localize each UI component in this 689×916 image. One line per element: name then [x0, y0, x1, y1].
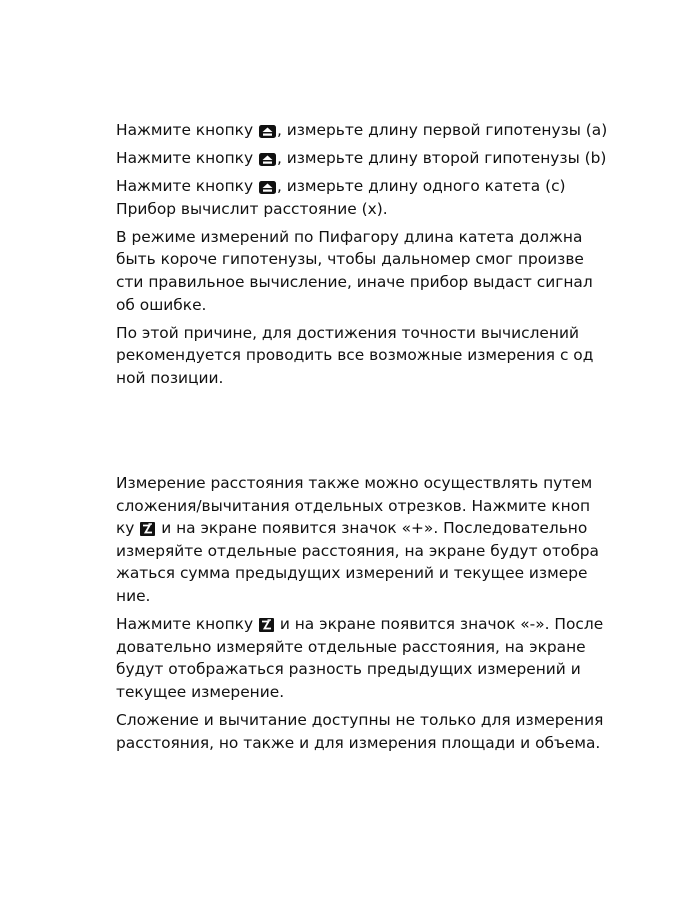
paragraph-line: сложения/вычитания отдельных отрезков. Нажмите кноп: [116, 496, 591, 515]
inline-text: ку: [116, 519, 140, 538]
paragraph-line: быть короче гипотенузы, чтобы дальномер смог произве: [116, 250, 584, 269]
result-line: Прибор вычислит расстояние (x).: [116, 199, 388, 218]
step-text: Нажмите кнопку: [116, 121, 258, 139]
step-line-b: [116, 147, 607, 170]
paragraph-line: довательно измеряйте отдельные расстояния, на экране: [116, 637, 586, 656]
inline-text: и на экране появится значок «+». Последовательно: [156, 519, 588, 538]
paragraph-line: Сложение и вычитание доступны не только для измерения: [116, 710, 604, 729]
read-button-icon: [259, 153, 276, 166]
read-button-icon: [259, 125, 276, 138]
step-text: , измерьте длину второй гипотенузы (b): [276, 149, 607, 168]
pythagoras-section: [116, 119, 608, 390]
paragraph-addition: [116, 472, 599, 608]
inline-text: и на экране появится значок «-». После: [274, 615, 604, 634]
add-subtract-button-icon: [140, 522, 155, 536]
paragraph-line: В режиме измерений по Пифагору длина катета должна: [116, 227, 583, 246]
paragraph-pythagoras-note: [116, 226, 593, 316]
paragraph-line-with-icon: [116, 613, 604, 636]
step-text: , измерьте длину первой гипотенузы (a): [276, 121, 608, 139]
step-text: Нажмите кнопку: [116, 177, 258, 196]
paragraph-line: текущее измерение.: [116, 682, 285, 701]
inline-text: Нажмите кнопку: [116, 615, 258, 634]
paragraph-line: будут отображаться разность предыдущих измерений и: [116, 660, 581, 679]
paragraph-line: ной позиции.: [116, 368, 224, 387]
paragraph-line: расстояния, но также и для измерения площади и объема.: [116, 733, 601, 752]
paragraph-line: ние.: [116, 586, 151, 605]
paragraph-line-with-icon: [116, 517, 588, 540]
step-text: Нажмите кнопку: [116, 149, 258, 168]
read-button-icon: [259, 181, 276, 194]
add-subtract-button-icon: [259, 618, 274, 632]
paragraph-line: об ошибке.: [116, 295, 207, 314]
step-text: , измерьте длину одного катета (c): [276, 177, 566, 196]
paragraph-line: Измерение расстояния также можно осуществлять путем: [116, 474, 593, 492]
paragraph-line: измеряйте отдельные расстояния, на экране будут отобра: [116, 541, 599, 560]
paragraph-line: По этой причине, для достижения точности вычислений: [116, 323, 579, 342]
paragraph-line: рекомендуется проводить все возможные измерения с од: [116, 346, 594, 365]
paragraph-line: сти правильное вычисление, иначе прибор выдаст сигнал: [116, 273, 593, 292]
step-line-a: [116, 119, 608, 142]
paragraph-area-volume: [116, 709, 604, 754]
paragraph-accuracy-note: [116, 322, 594, 390]
paragraph-subtraction: [116, 613, 604, 703]
step-line-c: [116, 175, 576, 198]
add-subtract-section: [116, 472, 604, 754]
paragraph-line: жаться сумма предыдущих измерений и текущее измере: [116, 564, 588, 583]
